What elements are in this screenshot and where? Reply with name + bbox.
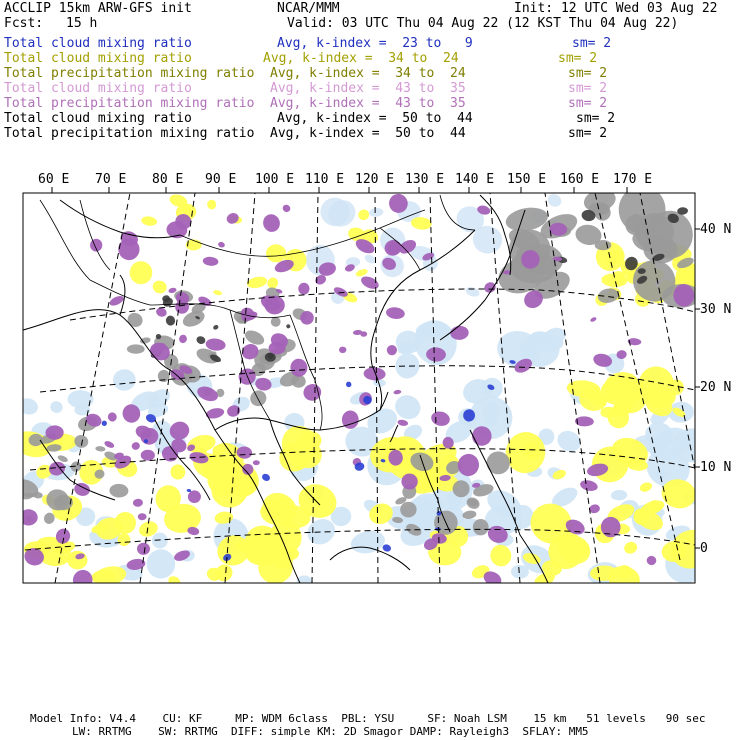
lon-label: 100 E [255, 172, 295, 187]
valid-time: Valid: 03 UTC Thu 04 Aug 22 (12 KST Thu 04 Aug 22) [287, 16, 679, 31]
lon-label: 140 E [455, 172, 495, 187]
high-cloud-area [139, 336, 151, 344]
legend-name-2: Total precipitation mixing ratio [4, 66, 255, 81]
mid-level-cloud-area [355, 268, 369, 278]
high-cloud-area [248, 388, 269, 409]
legend-sm-5: sm= 2 [576, 111, 616, 126]
precip-area [141, 450, 155, 461]
lon-label: 150 E [507, 172, 547, 187]
legend-sm-2: sm= 2 [568, 66, 608, 81]
legend-stat-0: Avg, k-index = 23 to 9 [277, 36, 473, 51]
forecast-hour: 15 h [66, 16, 98, 31]
precip-area [138, 513, 147, 520]
light-cloud-area [145, 548, 176, 580]
precip-area [202, 256, 218, 266]
high-cloud-area [109, 484, 128, 498]
model-info-line1: Model Info: V4.4 CU: KF MP: WDM 6class PBL: YSU SF: Noah LSM 15 km 51 levels 90 sec [30, 712, 706, 725]
precip-area [103, 440, 115, 450]
dense-cloud-core [195, 335, 206, 345]
lat-label: 30 N [700, 302, 732, 317]
legend-name-0: Total cloud mixing ratio [4, 36, 192, 51]
mid-level-cloud-area [167, 574, 182, 588]
lat-label: 10 N [700, 460, 732, 475]
lon-label: 130 E [405, 172, 445, 187]
lon-label: 120 E [355, 172, 395, 187]
lon-label: 160 E [560, 172, 600, 187]
light-cloud-area [49, 399, 65, 414]
precip-area [363, 367, 386, 381]
low-cloud-streak [261, 472, 271, 482]
legend-name-1: Total cloud mixing ratio [4, 51, 192, 66]
precip-area [298, 283, 310, 295]
high-cloud-area [243, 328, 267, 348]
precip-area [339, 347, 346, 353]
lat-label: 20 N [700, 380, 732, 395]
dense-cloud-core [212, 324, 219, 330]
precip-area [281, 203, 291, 213]
precip-area [133, 498, 144, 507]
init-time: Init: 12 UTC Wed 03 Aug 22 [514, 1, 718, 16]
mid-level-cloud-area [169, 463, 188, 482]
precip-area [188, 490, 201, 503]
mid-level-cloud-area [246, 275, 268, 290]
mid-level-cloud-area [207, 200, 216, 210]
mid-level-cloud-area [622, 540, 639, 556]
high-cloud-area [127, 344, 145, 353]
lon-label: 110 E [305, 172, 345, 187]
legend-stat-4: Avg, k-index = 43 to 35 [270, 96, 466, 111]
light-cloud-area [111, 367, 137, 392]
precip-area [393, 389, 401, 394]
mid-level-cloud-area [638, 481, 653, 494]
precip-area [590, 316, 598, 322]
light-cloud-area [67, 390, 94, 409]
high-cloud-area [400, 502, 416, 518]
precip-area [261, 212, 283, 235]
legend-name-4: Total precipitation mixing ratio [4, 96, 255, 111]
low-cloud-streak [101, 420, 107, 426]
precip-area [178, 334, 187, 344]
legend-stat-6: Avg, k-index = 50 to 44 [270, 126, 466, 141]
precip-area [579, 479, 599, 493]
legend-sm-3: sm= 2 [568, 81, 608, 96]
light-cloud-area [465, 286, 481, 299]
light-cloud-area [393, 350, 423, 381]
precip-area [205, 406, 225, 420]
precip-area [430, 410, 452, 428]
mid-level-cloud-area [213, 289, 223, 296]
precip-area [387, 345, 398, 356]
high-cloud-area [125, 310, 145, 329]
mid-level-cloud-area [356, 208, 371, 222]
legend-sm-0: sm= 2 [572, 36, 612, 51]
lat-label: 40 N [700, 222, 732, 237]
precip-area [253, 460, 260, 465]
mid-level-cloud-area [266, 244, 287, 263]
mid-level-cloud-area [151, 279, 168, 295]
high-cloud-area [95, 446, 106, 452]
precip-area [217, 241, 225, 248]
low-cloud-streak [345, 381, 352, 388]
plot-title: ACCLIP 15km ARW-GFS init [4, 1, 192, 16]
precip-area [106, 411, 118, 423]
lon-label: 80 E [152, 172, 184, 187]
legend-stat-1: Avg, k-index = 34 to 24 [263, 51, 459, 66]
mid-level-cloud-area [141, 215, 158, 226]
precip-area [69, 566, 96, 593]
legend-sm-6: sm= 2 [568, 126, 608, 141]
legend-stat-2: Avg, k-index = 34 to 24 [270, 66, 466, 81]
precip-area [397, 419, 408, 427]
lon-label: 60 E [38, 172, 70, 187]
legend-stat-3: Avg, k-index = 43 to 35 [270, 81, 466, 96]
precip-area [137, 542, 151, 555]
precip-area [385, 306, 405, 320]
light-cloud-area [611, 490, 628, 501]
legend-name-5: Total cloud mixing ratio [4, 111, 192, 126]
dense-cloud-core [286, 324, 291, 329]
legend-sm-4: sm= 2 [568, 96, 608, 111]
model-info-line2: LW: RRTMG SW: RRTMG DIFF: simple KM: 2D Smagor DAMP: Rayleigh3 SFLAY: MM5 [72, 725, 589, 738]
cloud-fields [10, 184, 718, 594]
legend-stat-5: Avg, k-index = 50 to 44 [277, 111, 473, 126]
precip-area [19, 509, 38, 526]
legend-sm-1: sm= 2 [558, 51, 598, 66]
light-cloud-area [16, 396, 39, 417]
mid-level-cloud-area [129, 261, 153, 285]
legend-name-6: Total precipitation mixing ratio [4, 126, 255, 141]
light-cloud-area [151, 532, 168, 549]
organization: NCAR/MMM [277, 1, 340, 16]
precip-area [89, 238, 103, 252]
precip-area [359, 274, 381, 292]
light-cloud-area [545, 192, 563, 209]
light-cloud-area [369, 207, 384, 217]
mid-level-cloud-area [488, 542, 514, 569]
lon-label: 90 E [205, 172, 237, 187]
precip-area [646, 556, 656, 566]
legend-name-3: Total cloud mixing ratio [4, 81, 192, 96]
dense-cloud-core [165, 315, 176, 326]
lat-label: 0 [700, 541, 708, 556]
lon-label: 70 E [95, 172, 127, 187]
high-cloud-area [595, 240, 612, 250]
forecast-label: Fcst: [4, 16, 44, 31]
precip-area [225, 211, 240, 225]
lon-label: 170 E [613, 172, 653, 187]
precip-area [131, 441, 141, 451]
